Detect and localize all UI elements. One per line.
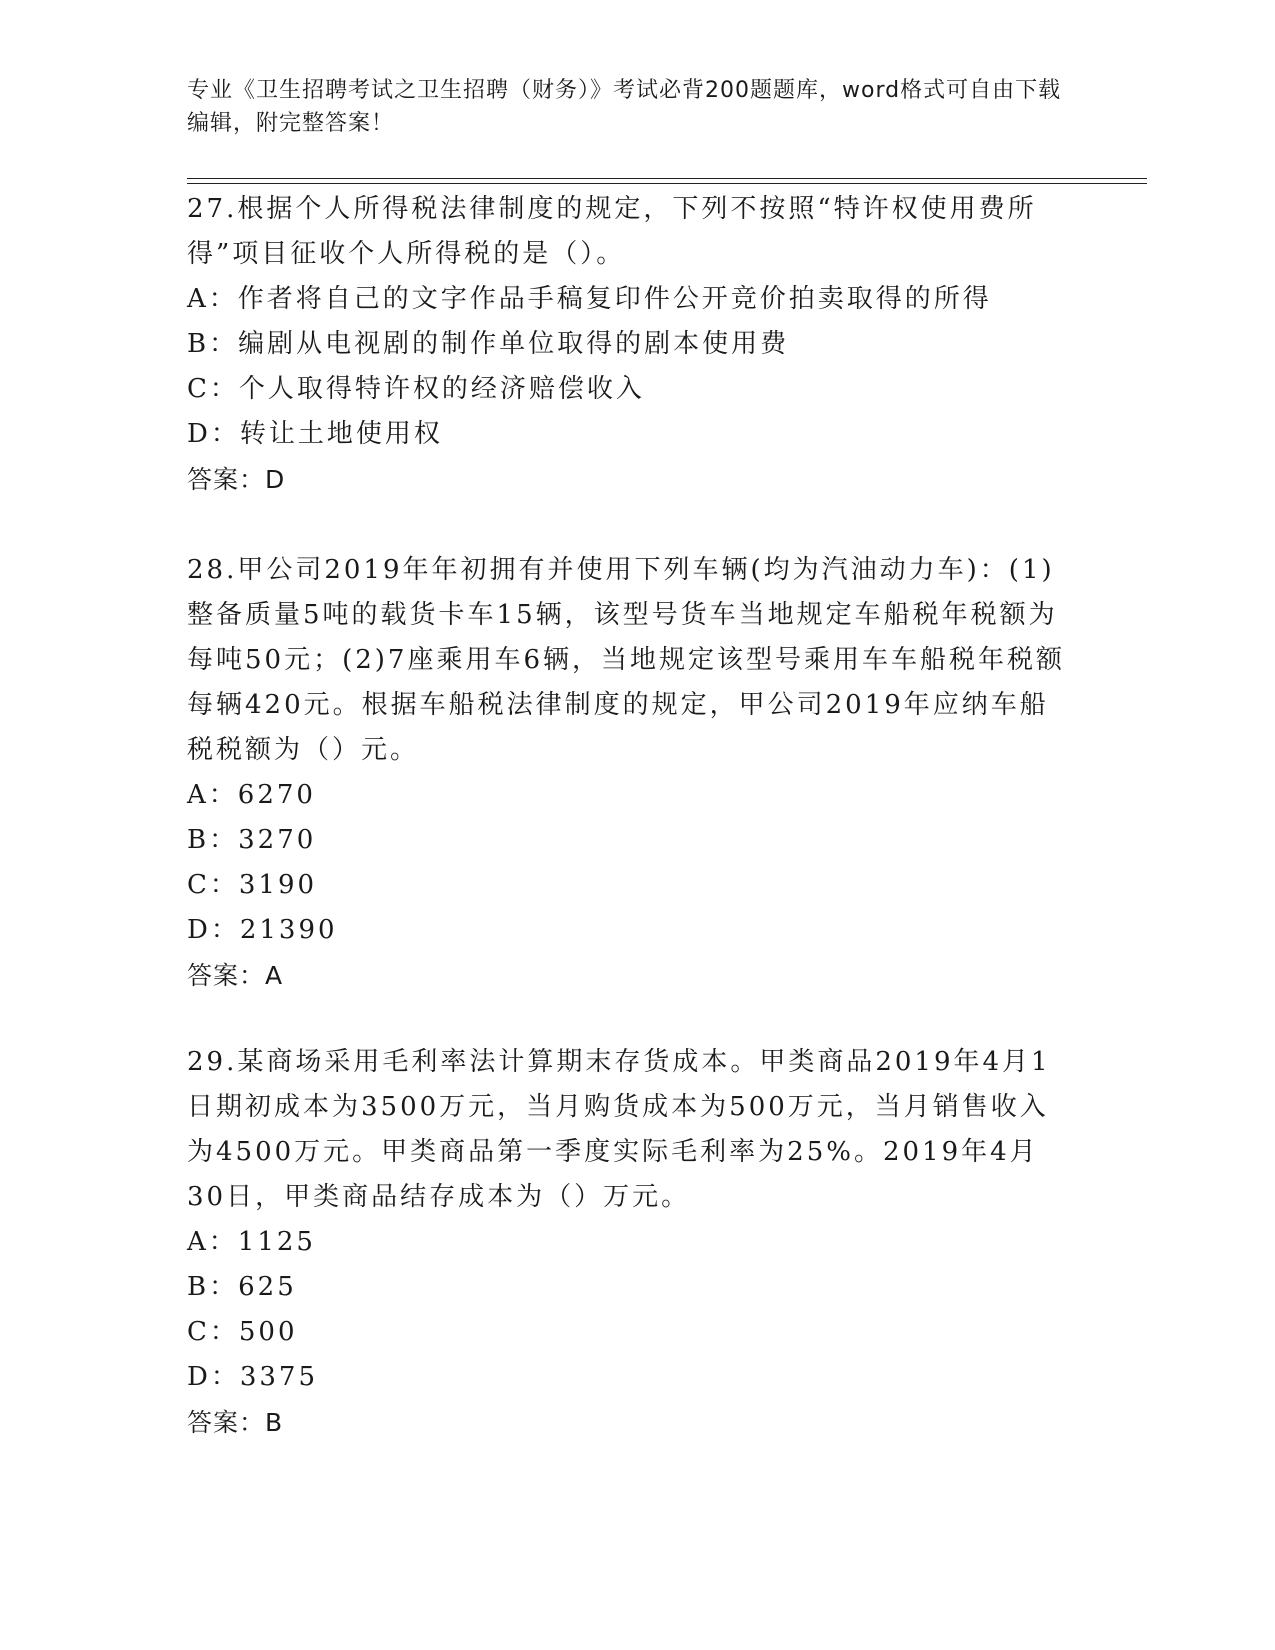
answer-label: 答案：B — [187, 1408, 284, 1437]
option-a: A：6270 — [187, 780, 316, 810]
option-c: C：3190 — [187, 870, 318, 900]
header-divider-bottom — [187, 183, 1147, 184]
option-d: D：转让土地使用权 — [187, 419, 443, 449]
option-a: A：作者将自己的文字作品手稿复印件公开竞价拍卖取得的所得 — [187, 284, 992, 314]
answer-label: 答案：D — [187, 465, 286, 494]
option-d: D：21390 — [187, 915, 338, 945]
option-b: B：3270 — [187, 825, 317, 855]
option-c: C：个人取得特许权的经济赔偿收入 — [187, 374, 645, 404]
question-stem: 27.根据个人所得税法律制度的规定，下列不按照“特许权使用费所得”项目征收个人所得税的是（）。 — [187, 194, 1037, 269]
header-divider-top — [187, 178, 1147, 179]
question-27 — [187, 187, 1067, 503]
option-b: B：编剧从电视剧的制作单位取得的剧本使用费 — [187, 329, 790, 359]
question-28 — [187, 548, 1067, 999]
question-stem: 29.某商场采用毛利率法计算期末存货成本。甲类商品2019年4月1日期初成本为3500万元，当月购货成本为500万元，当月销售收入为4500万元。甲类商品第一季度实际毛利率为25%。2019年4月30日，甲类商品结存成本为（）万元。 — [187, 1047, 1051, 1212]
option-d: D：3375 — [187, 1362, 319, 1392]
question-29 — [187, 1040, 1067, 1446]
option-b: B：625 — [187, 1272, 297, 1302]
question-stem: 28.甲公司2019年年初拥有并使用下列车辆(均为汽油动力车)：(1)整备质量5吨的载货卡车15辆，该型号货车当地规定车船税年税额为每吨50元；(2)7座乘用车6辆，当地规定该型号乘用车车船税年税额每辆420元。根据车船税法律制度的规定，甲公司2019年应纳车船税税额为（）元。 — [187, 555, 1065, 765]
option-a: A：1125 — [187, 1227, 316, 1257]
answer-label: 答案：A — [187, 961, 284, 990]
option-c: C：500 — [187, 1317, 298, 1347]
document-header: 专业《卫生招聘考试之卫生招聘（财务）》考试必背200题题库，word格式可自由下载编辑，附完整答案！ — [187, 78, 1062, 136]
